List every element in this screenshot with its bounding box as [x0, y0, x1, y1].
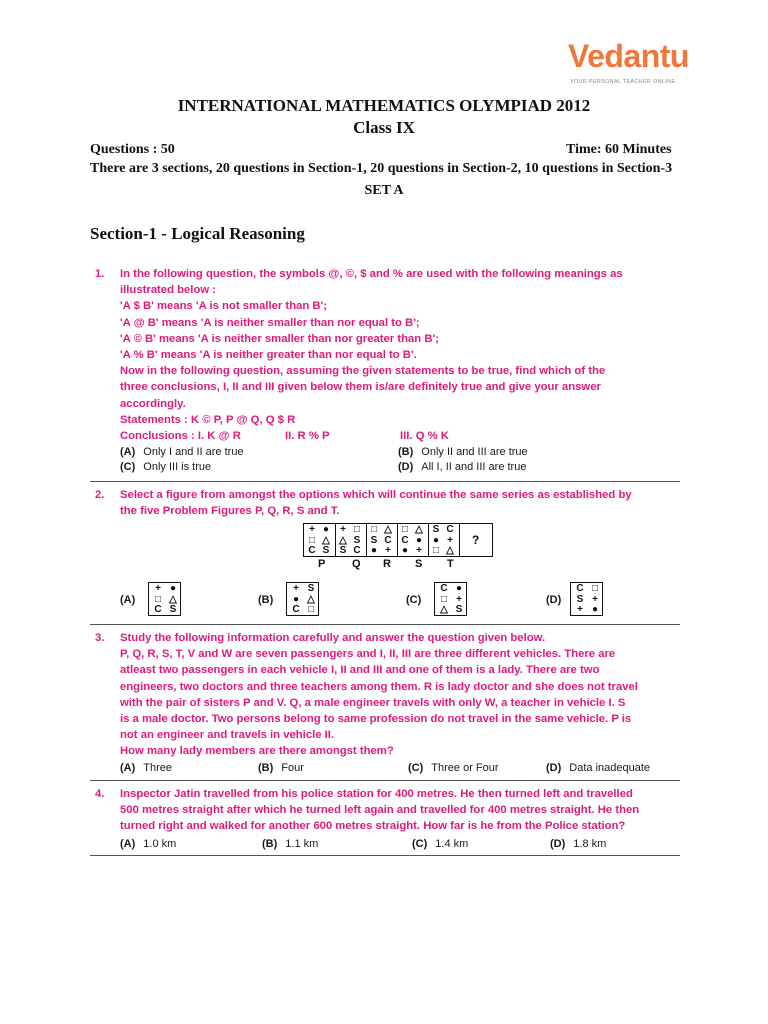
- figure-symbol: C: [353, 545, 361, 556]
- figure-symbol: ●: [591, 604, 599, 615]
- figure-symbol: □: [401, 524, 409, 535]
- figure-symbol: △: [339, 534, 347, 546]
- figure-symbol: S: [432, 524, 440, 535]
- question-count: Questions : 50: [90, 142, 175, 157]
- figure-symbol: □: [591, 583, 599, 594]
- exam-title: INTERNATIONAL MATHEMATICS OLYMPIAD 2012: [177, 96, 591, 115]
- figure-symbol: +: [592, 593, 598, 605]
- q3-line: is a male doctor. Two persons belong to same profession do not travel in the same vehicle. P is: [120, 713, 632, 726]
- option-a[interactable]: [120, 446, 244, 458]
- option-text: Four: [281, 762, 304, 774]
- figure-symbol: ●: [169, 583, 177, 594]
- option-key: (C): [120, 461, 136, 473]
- option-text: All I, II and III are true: [421, 461, 527, 473]
- option-key[interactable]: (C): [406, 594, 422, 606]
- option-key: (B): [398, 446, 414, 458]
- figure-symbol: □: [353, 524, 361, 535]
- q1-line: 'A $ B' means 'A is not smaller than B';: [120, 300, 328, 313]
- figure-symbol: S: [370, 534, 378, 546]
- figure-symbol: ●: [322, 524, 330, 535]
- q1-line: accordingly.: [120, 397, 186, 410]
- time-limit: Time: 60 Minutes: [566, 142, 672, 157]
- option-key: (D): [398, 461, 414, 473]
- figure-symbol: C: [308, 545, 316, 556]
- figure-symbol: △: [446, 545, 454, 556]
- option-a[interactable]: [120, 838, 176, 850]
- problem-figures-strip: [303, 523, 493, 557]
- figure-symbol: S: [455, 604, 463, 615]
- option-text: Only II and III are true: [421, 446, 528, 458]
- figure-symbol: C: [576, 583, 584, 594]
- set-label: SET A: [364, 183, 404, 198]
- option-key: (B): [262, 838, 278, 850]
- figure-symbol: +: [416, 545, 422, 556]
- option-figure[interactable]: [286, 582, 319, 616]
- question-2-text: [120, 487, 680, 519]
- q3-line: Study the following information carefully and answer the question given below.: [120, 632, 546, 644]
- question-4-text: [120, 786, 680, 835]
- option-d[interactable]: [546, 762, 650, 774]
- figure-separator: [459, 524, 460, 556]
- figure-symbol: S: [353, 534, 361, 546]
- figure-separator: [335, 524, 336, 556]
- figure-symbol: +: [293, 583, 299, 594]
- option-key: (A): [120, 762, 136, 774]
- question-number: 2.: [95, 489, 105, 501]
- option-b[interactable]: [258, 762, 304, 774]
- figure-label: S: [415, 558, 423, 570]
- option-c[interactable]: [120, 461, 211, 473]
- option-key: (D): [550, 838, 566, 850]
- figure-symbol: C: [154, 604, 162, 615]
- option-text: 1.4 km: [435, 838, 469, 850]
- figure-label: T: [447, 558, 454, 570]
- q3-line: engineers, two doctors and three teachers among them. R is lady doctor and she does not travel: [120, 680, 638, 693]
- divider: [90, 481, 680, 482]
- option-text: 1.8 km: [573, 838, 607, 850]
- figure-symbol: C: [292, 604, 300, 615]
- figure-symbol: +: [309, 524, 315, 535]
- logo-wordmark: Vedantu: [568, 38, 689, 74]
- figure-symbol: S: [576, 593, 584, 605]
- option-figure[interactable]: [148, 582, 181, 616]
- figure-symbol: □: [154, 593, 162, 605]
- option-c[interactable]: [408, 762, 499, 774]
- figure-symbol: C: [440, 583, 448, 594]
- figure-symbol: △: [307, 593, 315, 605]
- option-text: Only I and II are true: [143, 446, 244, 458]
- option-b[interactable]: [398, 446, 528, 458]
- divider: [90, 624, 680, 625]
- question-number: 4.: [95, 788, 105, 800]
- logo-tagline: YOUR PERSONAL TEACHER ONLINE: [570, 79, 676, 85]
- figure-symbol: □: [307, 604, 315, 615]
- option-figure[interactable]: [434, 582, 467, 616]
- q3-line: How many lady members are there amongst them?: [120, 745, 394, 758]
- question-number: 1.: [95, 268, 105, 280]
- sections-info: There are 3 sections, 20 questions in Section-1, 20 questions in Section-2, 10 questions in Section-3: [90, 161, 673, 176]
- figure-symbol: □: [370, 524, 378, 535]
- exam-class: Class IX: [353, 118, 415, 137]
- option-key: (A): [120, 838, 136, 850]
- figure-label: Q: [352, 558, 361, 570]
- vedantu-logo: [568, 38, 708, 88]
- q4-line: Inspector Jatin travelled from his police station for 400 metres. He then turned left and travelled: [120, 788, 633, 800]
- q2-line: the five Problem Figures P, Q, R, S and T.: [120, 505, 340, 518]
- figure-symbol: S: [307, 583, 315, 594]
- figure-symbol: ●: [370, 545, 378, 556]
- option-key: (D): [546, 762, 562, 774]
- figure-symbol: +: [577, 604, 583, 615]
- figure-symbol: +: [447, 534, 453, 546]
- figure-symbol: □: [432, 545, 440, 556]
- figure-symbol: S: [169, 604, 177, 615]
- question-number: 3.: [95, 632, 105, 644]
- figure-symbol: C: [384, 534, 392, 546]
- figure-symbol: +: [456, 593, 462, 605]
- q4-line: turned right and walked for another 600 metres straight. How far is he from the Police station?: [120, 820, 626, 833]
- figure-symbol: △: [384, 524, 392, 535]
- figure-symbol: +: [385, 545, 391, 556]
- option-d[interactable]: [398, 461, 526, 473]
- q2-line: Select a figure from amongst the options which will continue the same series as established by: [120, 489, 632, 501]
- option-key: (C): [412, 838, 428, 850]
- q1-conclusion-3: III. Q % K: [400, 430, 449, 442]
- option-text: Data inadequate: [569, 762, 651, 774]
- figure-symbol: □: [308, 534, 316, 546]
- figure-symbol: +: [340, 524, 346, 535]
- q1-line: 'A © B' means 'A is neither smaller than nor greater than B';: [120, 332, 439, 345]
- figure-symbol: ●: [455, 583, 463, 594]
- option-key: (C): [408, 762, 424, 774]
- figure-label: R: [383, 558, 391, 570]
- figure-symbol: □: [440, 593, 448, 605]
- option-text: 1.0 km: [143, 838, 177, 850]
- q1-line: Now in the following question, assuming the given statements to be true, find which of the: [120, 365, 606, 378]
- figure-symbol: △: [415, 524, 423, 535]
- figure-symbol: ●: [432, 534, 440, 546]
- q1-line: three conclusions, I, II and III given below them is/are definitely true and give your answer: [120, 381, 601, 394]
- divider: [90, 855, 680, 856]
- option-text: 1.1 km: [285, 838, 319, 850]
- option-key: (A): [120, 446, 136, 458]
- q3-line: not an engineer and travels in vehicle II.: [120, 729, 335, 742]
- option-key[interactable]: (B): [258, 594, 274, 606]
- figure-symbol: S: [322, 545, 330, 556]
- q1-line: 'A % B' means 'A is neither greater than nor equal to B'.: [120, 349, 417, 362]
- figure-label: P: [318, 558, 326, 570]
- figure-separator: [366, 524, 367, 556]
- q3-line: with the pair of sisters P and V. Q, a male engineer travels with only W, a teacher in vehicle I. S: [120, 696, 626, 709]
- figure-symbol: S: [339, 545, 347, 556]
- figure-symbol: △: [322, 534, 330, 546]
- option-text: Three: [143, 762, 173, 774]
- figure-symbol: +: [155, 583, 161, 594]
- option-figure[interactable]: [570, 582, 603, 616]
- divider: [90, 780, 680, 781]
- figure-separator: [428, 524, 429, 556]
- q1-conclusion-1: Conclusions : I. K @ R: [120, 430, 241, 442]
- q4-line: 500 metres straight after which he turned left again and travelled for 400 metres straight. He then: [120, 804, 640, 817]
- figure-symbol: ●: [401, 545, 409, 556]
- option-key[interactable]: (A): [120, 594, 136, 606]
- figure-separator: [397, 524, 398, 556]
- q1-line: Statements : K © P, P @ Q, Q $ R: [120, 413, 296, 426]
- option-text: Only III is true: [143, 461, 212, 473]
- option-b[interactable]: [262, 838, 318, 850]
- question-3-text: [120, 630, 680, 760]
- question-1-text: [120, 266, 680, 428]
- option-c[interactable]: [412, 838, 468, 850]
- figure-symbol: C: [401, 534, 409, 546]
- option-d[interactable]: [550, 838, 606, 850]
- q1-line: illustrated below :: [120, 284, 217, 297]
- q3-line: P, Q, R, S, T, V and W are seven passengers and I, II, III are three different vehicles. There are: [120, 648, 616, 661]
- option-key: (B): [258, 762, 274, 774]
- option-text: Three or Four: [431, 762, 499, 774]
- q1-line: 'A @ B' means 'A is neither smaller than nor equal to B';: [120, 316, 420, 329]
- question-mark: ?: [472, 533, 480, 547]
- section-title: Section-1 - Logical Reasoning: [90, 224, 305, 243]
- q3-line: atleast two passengers in each vehicle I, II and III and one of them is a lady. There are two: [120, 664, 600, 677]
- figure-symbol: C: [446, 524, 454, 535]
- option-key[interactable]: (D): [546, 594, 562, 606]
- q1-line: In the following question, the symbols @, ©, $ and % are used with the following meanings as: [120, 268, 623, 280]
- figure-symbol: △: [440, 604, 448, 615]
- figure-symbol: ●: [415, 534, 423, 546]
- q1-conclusion-2: II. R % P: [285, 430, 330, 442]
- figure-symbol: ●: [292, 593, 300, 605]
- option-a[interactable]: [120, 762, 172, 774]
- figure-symbol: △: [169, 593, 177, 605]
